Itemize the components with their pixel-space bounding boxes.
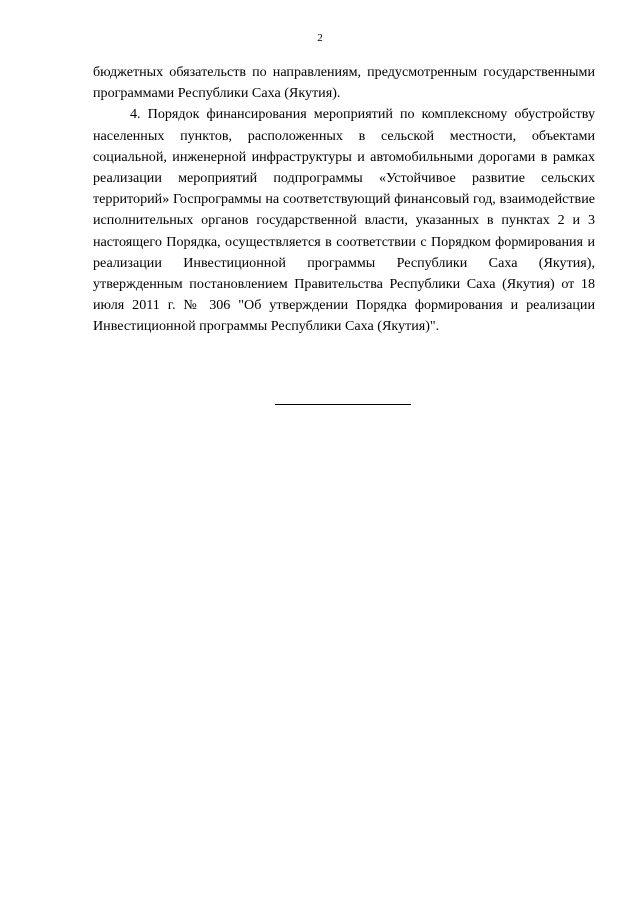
document-body <box>93 62 595 338</box>
paragraph-item-4: 4. Порядок финансирования мероприятий по комплексному обустройству населенных пунктов, расположенных в сельской местности, объектами социальной, инженерной инфраструктуры и автомобильными дорогами в рамках реализации мероприятий подпрограммы «Устойчивое развитие сельских территорий» Госпрограммы на соответствующий финансовый год, взаимодействие исполнительных органов государственной власти, указанных в пунктах 2 и 3 настоящего Порядка, осуществляется в соответствии с Порядком формирования и реализации Инвестиционной программы Республики Саха (Якутия), утвержденным постановлением Правительства Республики Саха (Якутия) от 18 июля 2011 г. № 306 "Об утверждении Порядка формирования и реализации Инвестиционной программы Республики Саха (Якутия)". <box>93 106 595 335</box>
end-separator-line <box>275 404 411 405</box>
page-number: 2 <box>317 32 323 44</box>
paragraph-continuation: бюджетных обязательств по направлениям, предусмотренным государственными программами Республики Саха (Якутия). <box>93 64 595 102</box>
